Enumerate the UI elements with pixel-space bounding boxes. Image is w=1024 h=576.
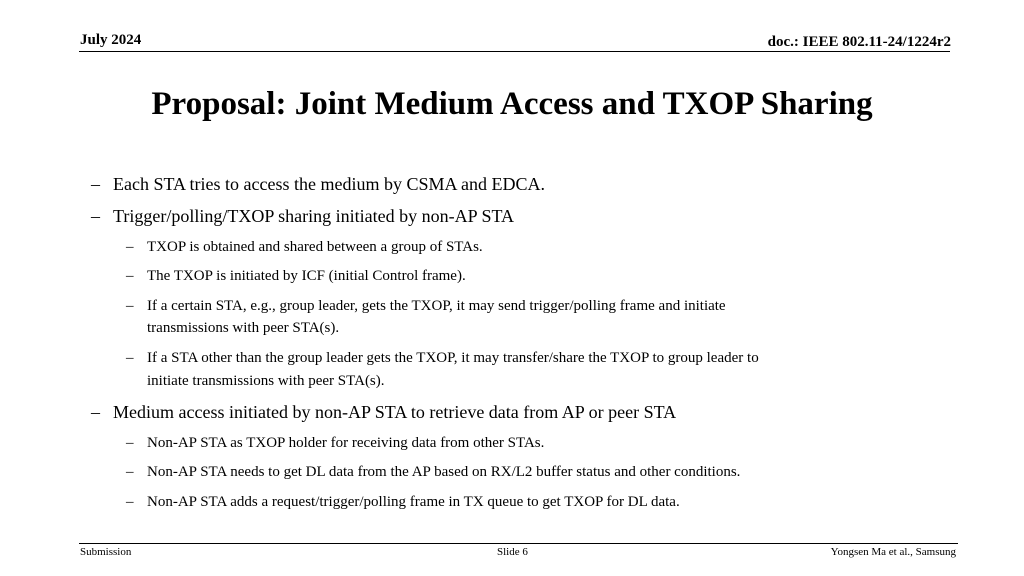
sub-bullet-text: initiate transmissions with peer STA(s). <box>147 373 385 389</box>
header-date: July 2024 <box>80 32 142 48</box>
sub-bullet-text: Non-AP STA as TXOP holder for receiving data from other STAs. <box>147 435 545 451</box>
bullet-text: Medium access initiated by non-AP STA to retrieve data from AP or peer STA <box>113 402 677 422</box>
dash-marker: – <box>126 298 134 314</box>
dash-marker: – <box>91 402 100 422</box>
sub-bullet-text: Non-AP STA needs to get DL data from the AP based on RX/L2 buffer status and other conditions. <box>147 464 741 480</box>
header-doc-id: doc.: IEEE 802.11-24/1224r2 <box>767 34 951 50</box>
sub-bullet-text: TXOP is obtained and shared between a group of STAs. <box>147 239 483 255</box>
sub-bullet-text: The TXOP is initiated by ICF (initial Control frame). <box>147 268 466 284</box>
footer-submission: Submission <box>80 546 132 558</box>
sub-bullet-text: If a STA other than the group leader gets the TXOP, it may transfer/share the TXOP to group leader to <box>147 350 759 366</box>
slide-title: Proposal: Joint Medium Access and TXOP Sharing <box>151 86 873 122</box>
dash-marker: – <box>126 268 134 284</box>
bullet-text: Trigger/polling/TXOP sharing initiated by non-AP STA <box>113 206 515 226</box>
footer-slide-number: Slide 6 <box>497 546 528 558</box>
dash-marker: – <box>126 435 134 451</box>
dash-marker: – <box>126 494 134 510</box>
dash-marker: – <box>126 464 134 480</box>
bullet-text: Each STA tries to access the medium by CSMA and EDCA. <box>113 174 545 194</box>
sub-bullet-text: Non-AP STA adds a request/trigger/polling frame in TX queue to get TXOP for DL data. <box>147 494 680 510</box>
sub-bullet-text: If a certain STA, e.g., group leader, gets the TXOP, it may send trigger/polling frame and initiate <box>147 298 726 314</box>
dash-marker: – <box>91 174 100 194</box>
footer-rule <box>79 543 958 544</box>
sub-bullet-text: transmissions with peer STA(s). <box>147 320 340 336</box>
dash-marker: – <box>126 239 134 255</box>
footer-author: Yongsen Ma et al., Samsung <box>830 546 956 558</box>
dash-marker: – <box>126 350 134 366</box>
dash-marker: – <box>91 206 100 226</box>
